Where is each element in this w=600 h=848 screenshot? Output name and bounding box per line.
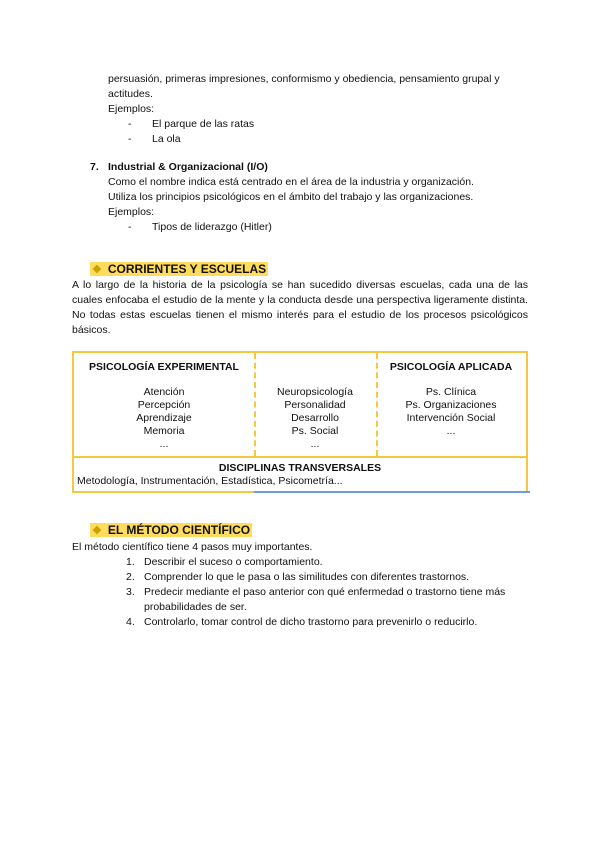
social-cont-line2: actitudes. [108,88,153,100]
section-io [90,160,530,235]
list-item: 3. Predecir mediante el paso anterior con qué enfermedad o trastorno tiene más probabilidades de ser. [126,586,506,613]
metodo-steps [126,555,528,630]
list-item: 2. Comprender lo que le pasa o las similitudes con diferentes trastornos. [126,571,470,583]
transversales-title: DISCIPLINAS TRANSVERSALES [218,462,382,474]
social-continuation [108,72,530,147]
list-item: 4. Controlarlo, tomar control de dicho trastorno para prevenirlo o reducirlo. [126,616,478,628]
list-item: Desarrollo [291,412,339,424]
corrientes-heading [90,262,268,276]
list-item: Aprendizaje [136,412,192,424]
list-item: Personalidad [284,399,346,411]
list-item: ... [159,438,169,450]
transversales-row [74,462,526,488]
metodo-intro: El método científico tiene 4 pasos muy importantes. [72,541,313,553]
bottom-border [72,491,254,493]
list-item: - Tipos de liderazgo (Hitler) [128,221,272,233]
list-item: - El parque de las ratas [128,118,255,130]
list-item: Ps. Clínica [425,386,477,398]
bottom-border-blue [254,491,530,493]
column-experimental [74,361,254,451]
transversales-text: Metodología, Instrumentación, Estadística, Psicometría... [77,475,343,487]
social-examples-label: Ejemplos: [108,103,155,115]
list-item: 1. Describir el suceso o comportamiento. [126,556,323,568]
list-item: Ps. Social [291,425,339,437]
heading-text: EL MÉTODO CIENTÍFICO [107,523,251,537]
io-desc-line2: Utiliza los principios psicológicos en el ámbito del trabajo y las organizaciones. [108,191,474,203]
list-item: ... [310,438,320,450]
diamond-bullet-icon: ❖ [92,525,102,537]
row-divider [72,456,528,458]
column-title: PSICOLOGÍA EXPERIMENTAL [89,361,239,373]
list-item: Ps. Organizaciones [405,399,497,411]
diamond-bullet-icon: ❖ [92,264,102,276]
section-title: Industrial & Organizacional (I/O) [108,161,268,173]
list-item: Intervención Social [406,412,496,424]
social-cont-line1: persuasión, primeras impresiones, conformismo y obediencia, pensamiento grupal y [108,73,500,85]
io-examples-label: Ejemplos: [108,206,155,218]
psychology-fields-table [72,351,528,493]
metodo-heading [90,523,252,537]
list-item: Atención [143,386,185,398]
corrientes-paragraph: A lo largo de la historia de la psicología se han sucedido diversas escuelas, cada una de las cuales enfocaba el estudio de la mente y la conducta desde una perspectiva ligeramente distinta. No todas estas escuelas tienen el mismo interés para el estudio de los procesos psicológicos básicos. [72,279,528,336]
heading-text: CORRIENTES Y ESCUELAS [107,262,267,276]
list-item: ... [446,425,456,437]
io-desc-line1: Como el nombre indica está centrado en el área de la industria y organización. [108,176,474,188]
column-title: PSICOLOGÍA APLICADA [389,361,513,373]
list-item: Percepción [137,399,191,411]
list-item: Memoria [143,425,185,437]
section-number: 7. [90,161,99,173]
column-middle [254,386,376,451]
list-item: - La ola [128,133,181,145]
column-aplicada [376,361,526,438]
list-item: Neuropsicología [277,386,353,398]
